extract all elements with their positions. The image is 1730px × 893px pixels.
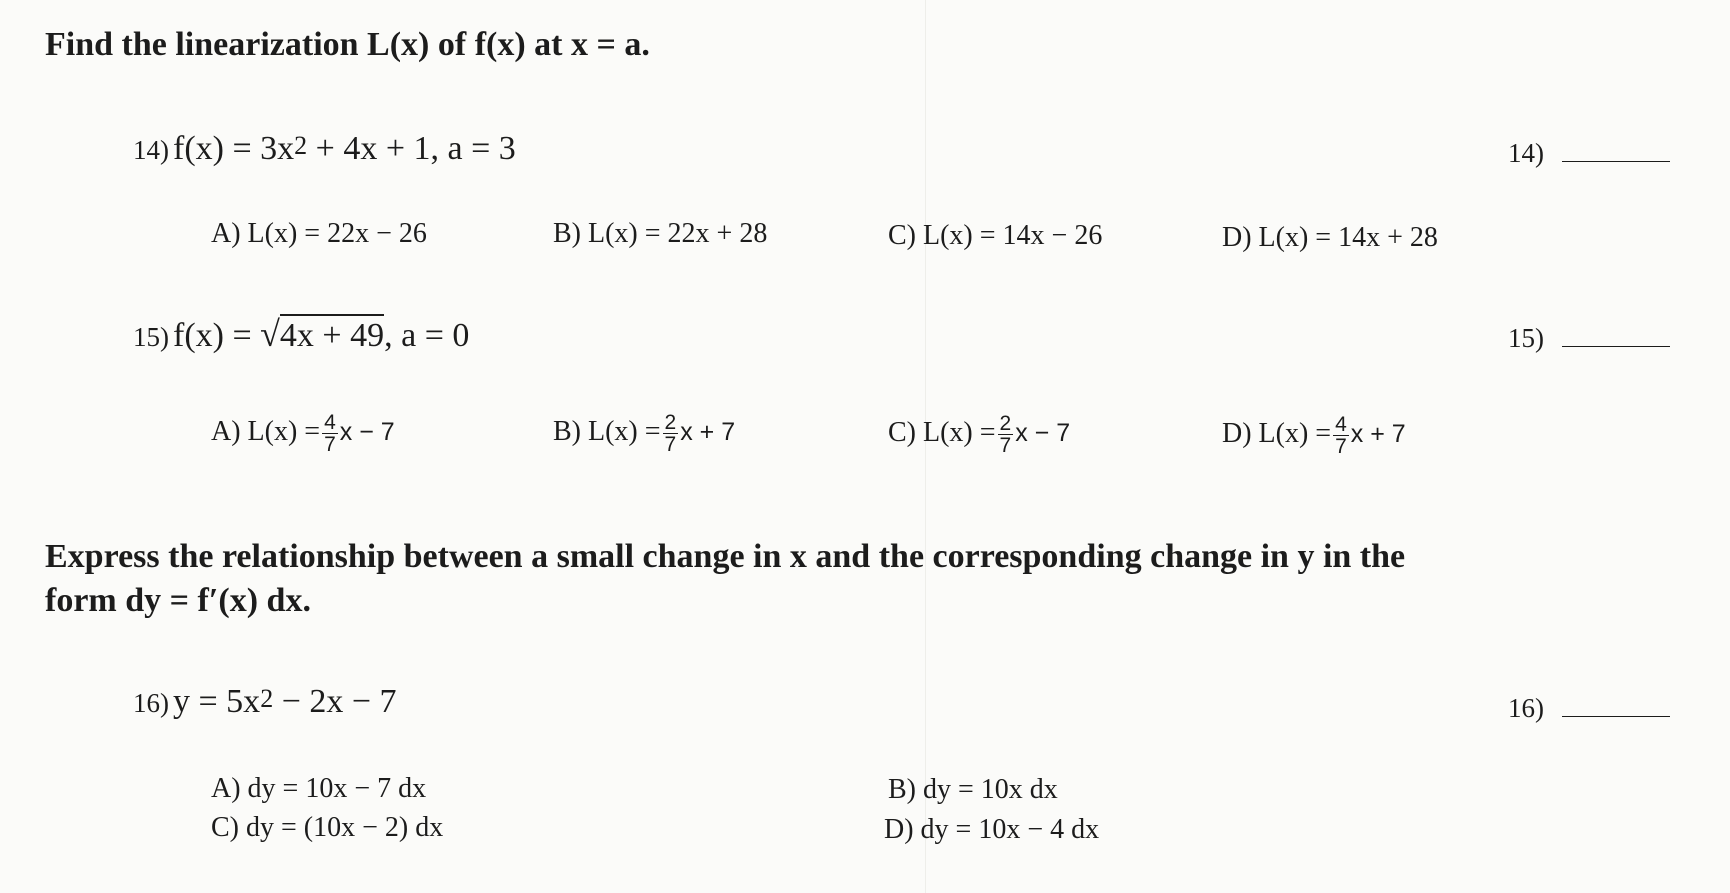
square-root-icon: √ bbox=[260, 314, 280, 354]
answer-slot-16 bbox=[1508, 693, 1670, 724]
choice-16-a: A) dy = 10x − 7 dx bbox=[211, 773, 427, 804]
choice-15-c: C) L(x) = $\frac{2}{7}$ x − 7 bbox=[888, 412, 1071, 457]
choice-14-c: C) L(x) = 14x − 26 bbox=[888, 220, 1103, 251]
answer-blank[interactable] bbox=[1562, 345, 1670, 347]
section-heading-differentials: Express the relationship between a small change in x and the corresponding change in y in the bbox=[45, 538, 1406, 575]
question-15 bbox=[133, 313, 469, 355]
answer-blank[interactable] bbox=[1562, 160, 1670, 162]
choice-14-d: D) L(x) = 14x + 28 bbox=[1222, 222, 1438, 253]
choice-16-d: D) dy = 10x − 4 dx bbox=[884, 814, 1100, 845]
answer-label: 16) bbox=[1508, 693, 1544, 723]
section-heading-linearization: Find the linearization L(x) of f(x) at x = a. bbox=[45, 26, 650, 63]
section-heading-differentials-line2: form dy = f′(x) dx. bbox=[45, 582, 311, 619]
answer-label: 15) bbox=[1508, 323, 1544, 353]
function-expression: f(x) = √4x + 49, a = 0 bbox=[173, 314, 470, 354]
question-number: 14) bbox=[133, 135, 169, 165]
function-expression: $f(x) = 3x^2 + 4x + 1$, a = 3 bbox=[173, 130, 516, 167]
fraction: $\frac{4}{7}$ bbox=[1335, 413, 1347, 458]
fraction: $\frac{2}{7}$ bbox=[664, 411, 677, 456]
question-number: 15) bbox=[133, 322, 169, 352]
choice-15-b: B) L(x) = $\frac{2}{7}$ x + 7 bbox=[553, 411, 736, 456]
choice-15-a: A) L(x) = $\frac{4}{7}$ x − 7 bbox=[211, 411, 395, 456]
fraction: $\frac{4}{7}$ bbox=[324, 411, 336, 456]
fraction: $\frac{2}{7}$ bbox=[999, 412, 1012, 457]
answer-blank[interactable] bbox=[1562, 715, 1670, 717]
answer-slot-14 bbox=[1508, 138, 1670, 169]
choice-14-b: B) L(x) = 22x + 28 bbox=[553, 218, 768, 249]
choice-15-d: D) L(x) = $\frac{4}{7}$ x + 7 bbox=[1222, 413, 1406, 458]
question-number: 16) bbox=[133, 688, 169, 718]
choice-16-c: C) dy = (10x − 2) dx bbox=[211, 812, 444, 843]
function-expression: $y = 5x^2 - 2x - 7$ bbox=[173, 683, 397, 720]
question-16 bbox=[133, 683, 397, 721]
answer-label: 14) bbox=[1508, 138, 1544, 168]
choice-14-a: A) L(x) = 22x − 26 bbox=[211, 218, 427, 249]
choice-16-b: B) dy = 10x dx bbox=[888, 774, 1058, 805]
answer-slot-15 bbox=[1508, 323, 1670, 354]
question-14 bbox=[133, 130, 516, 168]
